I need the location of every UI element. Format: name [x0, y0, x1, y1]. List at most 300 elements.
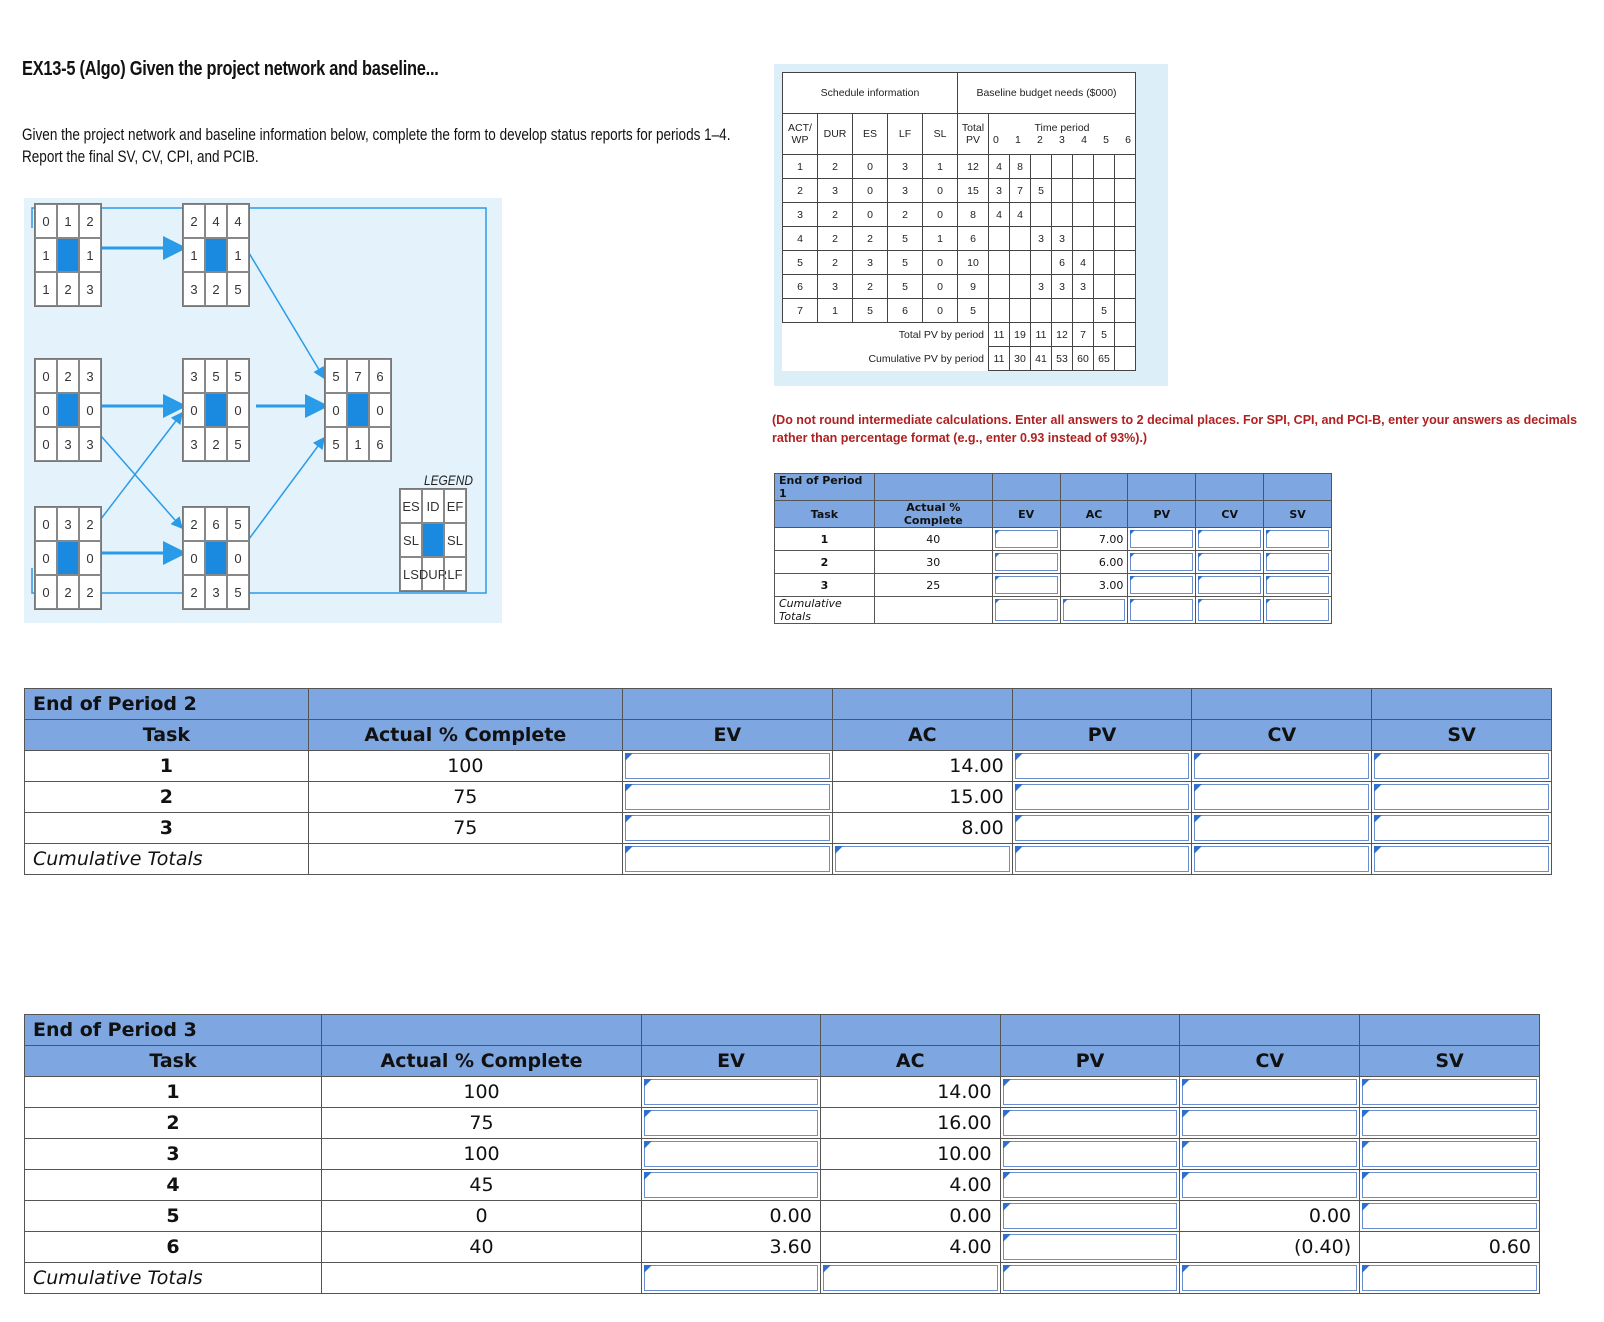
node-cell: 0 — [369, 393, 391, 427]
answer-input[interactable] — [1015, 753, 1190, 779]
schedule-cell: 0 — [923, 251, 958, 275]
actual-percent: 100 — [321, 1139, 641, 1170]
answer-input[interactable] — [625, 846, 830, 872]
period-title-row — [25, 1015, 1540, 1046]
period-title-row — [25, 689, 1552, 720]
answer-input[interactable] — [1182, 1110, 1357, 1136]
budget-cell — [1094, 179, 1115, 203]
answer-input[interactable] — [1194, 846, 1369, 872]
budget-cell — [1052, 299, 1073, 323]
answer-input[interactable] — [835, 846, 1010, 872]
period-number: 6 — [1125, 134, 1131, 146]
answer-cell[interactable] — [992, 574, 1060, 597]
cumulative-pv-row-cell: 30 — [1010, 347, 1031, 371]
answer-input[interactable] — [1003, 1265, 1178, 1291]
answer-input[interactable] — [1015, 815, 1190, 841]
schedule-cell: 2 — [888, 203, 923, 227]
header-filler — [1060, 474, 1128, 501]
page-title: EX13-5 (Algo) Given the project network and baseline... — [22, 58, 439, 80]
answer-cell[interactable] — [1196, 551, 1264, 574]
answer-cell[interactable] — [1012, 844, 1192, 875]
cumulative-row — [25, 844, 1552, 875]
schedule-row — [783, 203, 1136, 227]
column-header: SV — [1360, 1046, 1540, 1077]
column-header: SV — [1372, 720, 1552, 751]
answer-cell[interactable] — [1264, 574, 1332, 597]
answer-cell[interactable] — [1012, 751, 1192, 782]
answer-cell[interactable] — [1000, 1263, 1180, 1294]
node-cell: 1 — [227, 238, 249, 272]
answer-input[interactable] — [1198, 553, 1261, 571]
arrow-3-6 — [94, 428, 182, 528]
network-node-5 — [324, 358, 392, 462]
budget-cell — [989, 299, 1010, 323]
schedule-row — [783, 275, 1136, 299]
value-cell: 4.00 — [820, 1170, 1000, 1201]
network-node-7 — [182, 506, 250, 610]
empty-cell — [321, 1263, 641, 1294]
node-cell: 0 — [35, 507, 57, 541]
schedule-cell: 1 — [818, 299, 853, 323]
answer-input[interactable] — [995, 530, 1058, 548]
budget-cell: 4 — [989, 155, 1010, 179]
answer-input[interactable] — [1374, 784, 1549, 810]
answer-cell[interactable] — [622, 782, 832, 813]
node-cell: 3 — [183, 359, 205, 393]
answer-cell[interactable] — [1196, 597, 1264, 624]
task-number: 3 — [775, 574, 875, 597]
budget-cell — [1073, 227, 1094, 251]
empty-cell — [874, 597, 992, 624]
budget-cell: 4 — [1010, 203, 1031, 227]
node-cell: 4 — [227, 204, 249, 238]
task-row — [25, 1232, 1540, 1263]
answer-cell[interactable] — [1000, 1077, 1180, 1108]
answer-input[interactable] — [1063, 599, 1126, 621]
actual-percent: 75 — [308, 782, 622, 813]
answer-cell[interactable] — [1180, 1108, 1360, 1139]
column-header: PV — [1128, 501, 1196, 528]
answer-cell[interactable] — [1192, 751, 1372, 782]
answer-input[interactable] — [995, 599, 1058, 621]
answer-input[interactable] — [1003, 1079, 1178, 1105]
answer-cell[interactable] — [642, 1263, 821, 1294]
answer-cell[interactable] — [832, 844, 1012, 875]
column-header: Actual % Complete — [874, 501, 992, 528]
answer-input[interactable] — [1374, 815, 1549, 841]
answer-cell[interactable] — [1000, 1232, 1180, 1263]
budget-cell — [1115, 203, 1136, 227]
column-header-row — [25, 720, 1552, 751]
answer-input[interactable] — [1130, 530, 1193, 548]
answer-input[interactable] — [1003, 1172, 1178, 1198]
answer-input[interactable] — [1194, 753, 1369, 779]
answer-cell[interactable] — [1180, 1139, 1360, 1170]
node-cell: 6 — [369, 427, 391, 461]
node-cell: 2 — [183, 507, 205, 541]
node-cell: 0 — [35, 575, 57, 609]
header-filler — [1128, 474, 1196, 501]
answer-cell[interactable] — [1012, 813, 1192, 844]
network-node-1 — [34, 203, 102, 307]
answer-input[interactable] — [1182, 1265, 1357, 1291]
header-filler — [1012, 689, 1192, 720]
node-cell: SL — [444, 523, 466, 557]
answer-cell[interactable] — [1180, 1077, 1360, 1108]
schedule-cell: 0 — [923, 275, 958, 299]
node-cell: EF — [444, 489, 466, 523]
header-filler — [308, 689, 622, 720]
node-id-cell — [57, 238, 79, 272]
actual-percent: 75 — [321, 1108, 641, 1139]
answer-cell[interactable] — [992, 528, 1060, 551]
answer-cell[interactable] — [1000, 1108, 1180, 1139]
answer-input[interactable] — [1362, 1141, 1537, 1167]
schedule-cell: 5 — [853, 299, 888, 323]
answer-cell[interactable] — [622, 844, 832, 875]
answer-cell[interactable] — [1360, 1170, 1540, 1201]
node-cell: 0 — [79, 541, 101, 575]
node-cell: DUR — [422, 557, 444, 591]
schedule-col-header: Total PV — [958, 114, 989, 155]
answer-cell[interactable] — [622, 813, 832, 844]
answer-cell[interactable] — [1360, 1077, 1540, 1108]
answer-cell[interactable] — [1264, 551, 1332, 574]
period-title-row — [775, 474, 1332, 501]
budget-cell — [1115, 155, 1136, 179]
period-number: 4 — [1081, 134, 1087, 146]
answer-cell[interactable] — [1360, 1108, 1540, 1139]
value-cell: (0.40) — [1180, 1232, 1360, 1263]
node-cell: 3 — [57, 427, 79, 461]
task-row — [775, 574, 1332, 597]
node-cell: 1 — [35, 238, 57, 272]
schedule-baseline-panel — [774, 64, 1168, 386]
schedule-cell: 2 — [818, 251, 853, 275]
answer-cell[interactable] — [992, 551, 1060, 574]
answer-input[interactable] — [1015, 784, 1190, 810]
answer-input[interactable] — [1015, 846, 1190, 872]
budget-cell — [1010, 275, 1031, 299]
budget-cell: 3 — [1031, 275, 1052, 299]
value-cell: 14.00 — [832, 751, 1012, 782]
total-pv-row-cell — [1115, 323, 1136, 347]
period-title: End of Period 1 — [775, 474, 875, 501]
column-header: EV — [992, 501, 1060, 528]
header-filler — [820, 1015, 1000, 1046]
answer-input[interactable] — [1003, 1141, 1178, 1167]
answer-cell[interactable] — [1360, 1201, 1540, 1232]
column-header: AC — [820, 1046, 1000, 1077]
answer-cell[interactable] — [1012, 782, 1192, 813]
legend-title: LEGEND — [424, 472, 473, 488]
budget-cell — [989, 275, 1010, 299]
problem-instructions: Given the project network and baseline information below, complete the form to develop status reports for periods 1–4. Report the final SV, CV, CPI, and PCIB. — [22, 126, 731, 166]
node-id-cell — [205, 393, 227, 427]
schedule-cell: 2 — [853, 275, 888, 299]
task-row — [25, 1108, 1540, 1139]
answer-input[interactable] — [995, 576, 1058, 594]
answer-input[interactable] — [1362, 1265, 1537, 1291]
schedule-cell: 0 — [853, 179, 888, 203]
budget-cell: 7 — [1010, 179, 1031, 203]
column-header: Task — [25, 1046, 322, 1077]
answer-input[interactable] — [1198, 599, 1261, 621]
answer-input[interactable] — [1182, 1141, 1357, 1167]
schedule-cell: 5 — [888, 227, 923, 251]
header-filler — [1360, 1015, 1540, 1046]
budget-cell: 5 — [1031, 179, 1052, 203]
column-header: Actual % Complete — [308, 720, 622, 751]
column-header-row — [25, 1046, 1540, 1077]
answer-cell[interactable] — [820, 1263, 1000, 1294]
value-cell: 0.00 — [1180, 1201, 1360, 1232]
answer-input[interactable] — [823, 1265, 998, 1291]
node-cell: 2 — [79, 204, 101, 238]
answer-input[interactable] — [1374, 846, 1549, 872]
answer-input[interactable] — [644, 1172, 818, 1198]
budget-cell — [1073, 203, 1094, 227]
task-number: 4 — [25, 1170, 322, 1201]
answer-input[interactable] — [1130, 599, 1193, 621]
answer-cell[interactable] — [1372, 751, 1552, 782]
budget-cell — [1031, 155, 1052, 179]
budget-cell — [1094, 275, 1115, 299]
budget-cell — [989, 227, 1010, 251]
task-number: 2 — [775, 551, 875, 574]
value-cell: 16.00 — [820, 1108, 1000, 1139]
answer-input[interactable] — [1362, 1172, 1537, 1198]
answer-input[interactable] — [1003, 1234, 1178, 1260]
answer-input[interactable] — [644, 1141, 818, 1167]
schedule-col-header: DUR — [818, 114, 853, 155]
node-cell: LF — [444, 557, 466, 591]
node-cell: 3 — [57, 507, 79, 541]
answer-input[interactable] — [1003, 1110, 1178, 1136]
actual-percent: 45 — [321, 1170, 641, 1201]
header-filler — [642, 1015, 821, 1046]
actual-percent: 25 — [874, 574, 992, 597]
task-row — [25, 1077, 1540, 1108]
rounding-instructions: (Do not round intermediate calculations. Enter all answers to 2 decimal places. For SPI, CPI, and PCI-B, enter your answers as decimals rather than percentage format (e.g., enter 0.93 instead of 93%).) — [772, 413, 1578, 445]
answer-cell[interactable] — [1192, 844, 1372, 875]
answer-cell[interactable] — [1060, 597, 1128, 624]
answer-cell[interactable] — [992, 597, 1060, 624]
answer-input[interactable] — [644, 1265, 818, 1291]
period-title: End of Period 2 — [25, 689, 309, 720]
header-filler — [1180, 1015, 1360, 1046]
budget-cell — [1073, 179, 1094, 203]
schedule-row — [783, 227, 1136, 251]
schedule-cell: 8 — [958, 203, 989, 227]
header-filler — [1372, 689, 1552, 720]
answer-cell[interactable] — [1128, 551, 1196, 574]
answer-input[interactable] — [644, 1110, 818, 1136]
answer-cell[interactable] — [1360, 1263, 1540, 1294]
answer-input[interactable] — [625, 753, 830, 779]
schedule-col-header: LF — [888, 114, 923, 155]
budget-cell: 3 — [1031, 227, 1052, 251]
answer-cell[interactable] — [1264, 528, 1332, 551]
answer-input[interactable] — [1130, 576, 1193, 594]
schedule-cell: 0 — [923, 179, 958, 203]
schedule-group-header — [783, 73, 1136, 114]
arrow-6-7 — [246, 438, 324, 543]
node-cell: 5 — [227, 359, 249, 393]
answer-cell[interactable] — [642, 1170, 821, 1201]
schedule-row — [783, 299, 1136, 323]
node-cell: 2 — [205, 272, 227, 306]
schedule-cell: 0 — [853, 155, 888, 179]
actual-percent: 100 — [321, 1077, 641, 1108]
answer-input[interactable] — [625, 784, 830, 810]
column-header: EV — [642, 1046, 821, 1077]
total-pv-row — [783, 323, 1136, 347]
budget-cell — [1115, 251, 1136, 275]
header-filler — [1000, 1015, 1180, 1046]
node-cell: 0 — [79, 393, 101, 427]
answer-cell[interactable] — [1372, 782, 1552, 813]
node-cell: 3 — [205, 575, 227, 609]
node-id-cell — [57, 393, 79, 427]
cumulative-label: Cumulative Totals — [25, 844, 309, 875]
task-row — [25, 751, 1552, 782]
task-number: 2 — [25, 782, 309, 813]
answer-input[interactable] — [1194, 815, 1369, 841]
answer-cell[interactable] — [1180, 1170, 1360, 1201]
task-number: 3 — [25, 813, 309, 844]
answer-cell[interactable] — [1196, 528, 1264, 551]
period-number: 2 — [1037, 134, 1043, 146]
schedule-cell: 0 — [923, 299, 958, 323]
answer-cell[interactable] — [1360, 1139, 1540, 1170]
node-id-cell — [205, 541, 227, 575]
answer-cell[interactable] — [1264, 597, 1332, 624]
schedule-cell: 2 — [818, 227, 853, 251]
answer-cell[interactable] — [1192, 813, 1372, 844]
answer-input[interactable] — [1266, 530, 1329, 548]
schedule-cell: 3 — [783, 203, 818, 227]
answer-cell[interactable] — [1000, 1201, 1180, 1232]
schedule-cell: 12 — [958, 155, 989, 179]
arrow-2-7 — [246, 248, 324, 378]
actual-percent: 75 — [308, 813, 622, 844]
answer-cell[interactable] — [1192, 782, 1372, 813]
value-cell: 7.00 — [1060, 528, 1128, 551]
budget-cell — [1073, 299, 1094, 323]
budget-cell — [1031, 299, 1052, 323]
node-cell: 5 — [227, 507, 249, 541]
answer-input[interactable] — [1182, 1172, 1357, 1198]
answer-input[interactable] — [1266, 599, 1329, 621]
schedule-cell: 5 — [888, 275, 923, 299]
schedule-cell: 15 — [958, 179, 989, 203]
answer-cell[interactable] — [1372, 844, 1552, 875]
schedule-cell: 3 — [818, 275, 853, 299]
total-pv-row-cell: 11 — [1031, 323, 1052, 347]
node-cell: 1 — [347, 427, 369, 461]
node-cell: 0 — [183, 393, 205, 427]
answer-input[interactable] — [995, 553, 1058, 571]
answer-input[interactable] — [1362, 1110, 1537, 1136]
schedule-cell: 7 — [783, 299, 818, 323]
network-node-6 — [34, 506, 102, 610]
node-cell: ID — [422, 489, 444, 523]
answer-cell[interactable] — [642, 1139, 821, 1170]
task-row — [25, 1170, 1540, 1201]
answer-input[interactable] — [1362, 1203, 1537, 1229]
answer-cell[interactable] — [1000, 1139, 1180, 1170]
answer-cell[interactable] — [1128, 597, 1196, 624]
node-cell: 1 — [79, 238, 101, 272]
answer-input[interactable] — [1198, 530, 1261, 548]
answer-input[interactable] — [1130, 553, 1193, 571]
node-cell: 6 — [205, 507, 227, 541]
node-cell: LS — [400, 557, 422, 591]
time-period-header — [989, 114, 1136, 155]
answer-input[interactable] — [1182, 1079, 1357, 1105]
cumulative-row — [775, 597, 1332, 624]
budget-cell — [1115, 299, 1136, 323]
answer-cell[interactable] — [1128, 528, 1196, 551]
answer-input[interactable] — [1266, 576, 1329, 594]
answer-cell[interactable] — [1180, 1263, 1360, 1294]
schedule-cell: 9 — [958, 275, 989, 299]
answer-cell[interactable] — [642, 1077, 821, 1108]
schedule-cell: 3 — [818, 179, 853, 203]
node-cell: 0 — [35, 359, 57, 393]
total-pv-row-label: Total PV by period — [898, 328, 984, 341]
answer-input[interactable] — [625, 815, 830, 841]
budget-cell: 5 — [1094, 299, 1115, 323]
node-cell: 3 — [79, 272, 101, 306]
answer-input[interactable] — [644, 1079, 818, 1105]
task-row — [25, 782, 1552, 813]
task-row — [25, 1201, 1540, 1232]
node-cell: 2 — [79, 575, 101, 609]
node-cell: 0 — [35, 393, 57, 427]
answer-cell[interactable] — [1196, 574, 1264, 597]
answer-cell[interactable] — [1000, 1170, 1180, 1201]
node-cell: 0 — [227, 393, 249, 427]
answer-input[interactable] — [1194, 784, 1369, 810]
answer-cell[interactable] — [1128, 574, 1196, 597]
answer-input[interactable] — [1266, 553, 1329, 571]
answer-input[interactable] — [1198, 576, 1261, 594]
answer-cell[interactable] — [1372, 813, 1552, 844]
actual-percent: 30 — [874, 551, 992, 574]
answer-input[interactable] — [1362, 1079, 1537, 1105]
period-number: 1 — [1015, 134, 1021, 146]
budget-cell — [1073, 155, 1094, 179]
budget-cell: 4 — [1073, 251, 1094, 275]
node-cell: 2 — [57, 575, 79, 609]
node-cell: 2 — [79, 507, 101, 541]
task-row — [25, 813, 1552, 844]
project-network-diagram — [24, 198, 502, 623]
answer-cell[interactable] — [642, 1108, 821, 1139]
answer-cell[interactable] — [622, 751, 832, 782]
node-id-cell — [57, 541, 79, 575]
value-cell: 14.00 — [820, 1077, 1000, 1108]
budget-cell — [1094, 155, 1115, 179]
period-1-table — [774, 473, 1332, 624]
answer-input[interactable] — [1374, 753, 1549, 779]
schedule-group-label: Schedule information — [783, 73, 958, 114]
actual-percent: 100 — [308, 751, 622, 782]
cumulative-pv-row — [783, 347, 1136, 371]
answer-input[interactable] — [1003, 1203, 1178, 1229]
